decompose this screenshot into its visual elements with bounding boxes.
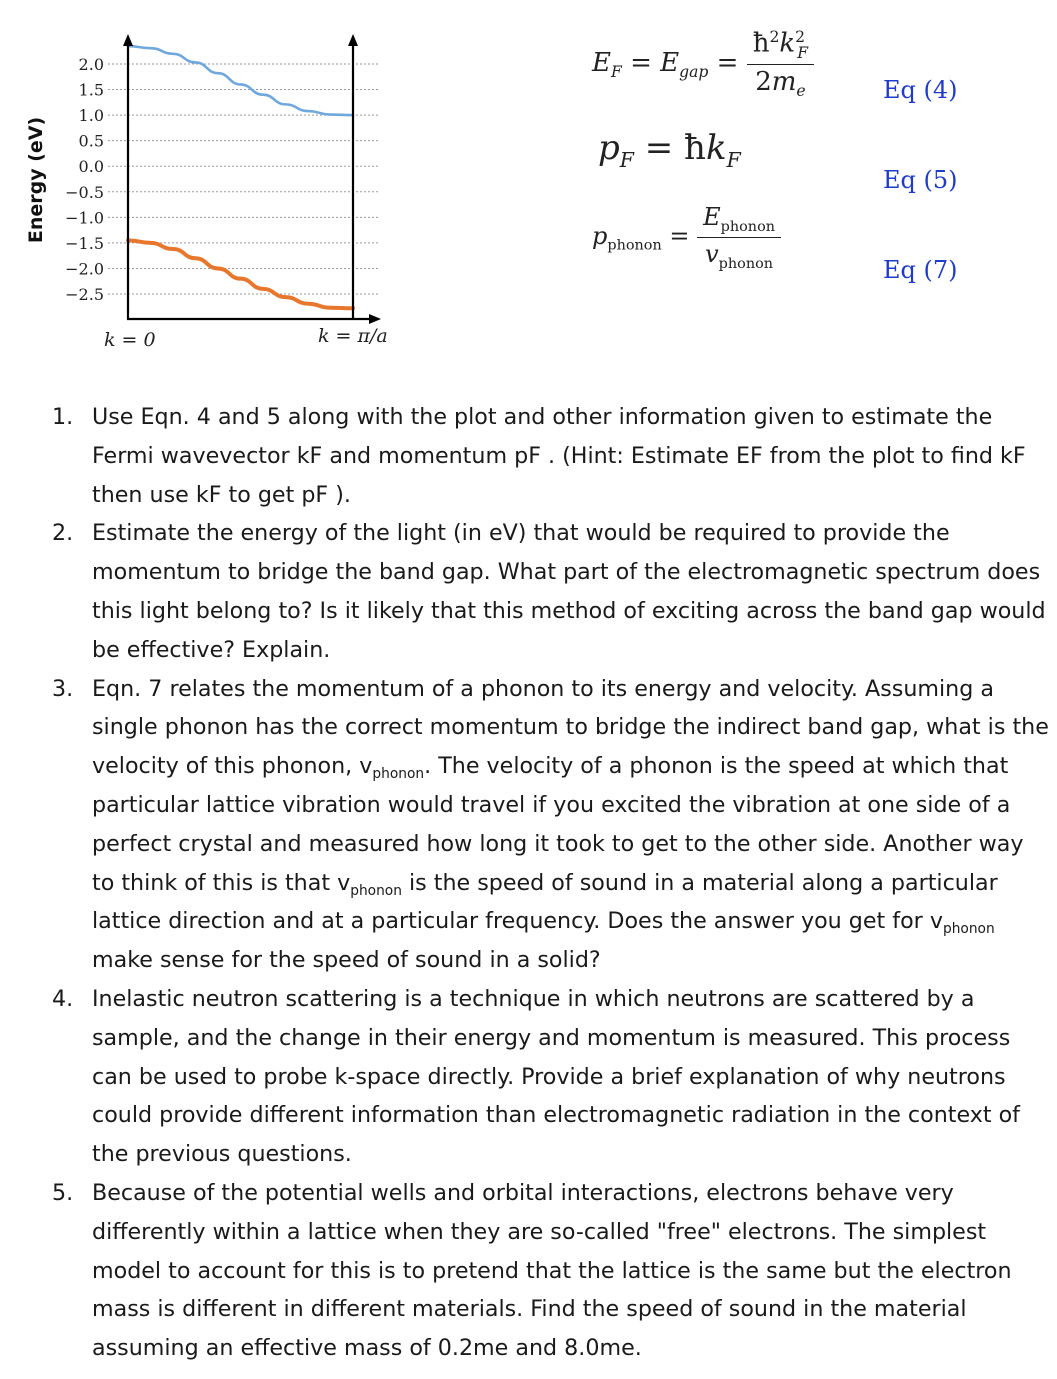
question-1 [52,398,1052,514]
question-number: 4. [52,985,74,1012]
question-4 [52,980,1052,1174]
y-tick-labels [65,55,104,304]
question-5 [52,1174,1052,1368]
question-list [52,398,1052,1368]
question-text: Inelastic neutron scattering is a technique in which neutrons are scattered by a sample, and the change in their energy and momentum is measured. This process can be used to probe k-space directly. Provide a brief explanation of why neutrons could provide different information than electromagnetic radiation in the context of the previous questions. [92,985,1020,1168]
left-axis-arrow [123,34,133,46]
band-curves [128,46,353,308]
k-axis-arrow [369,314,381,324]
question-text: Because of the potential wells and orbital interactions, electrons behave very differently within a lattice when they are so-called "free" electrons. The simplest model to account for this is to pretend that the lattice is the same but the electron mass is different in different materials. Find the speed of sound in the material assuming an effective mass of 0.2me and 8.0me. [92,1179,1012,1362]
conduction-band-line [128,46,353,115]
question-3 [52,670,1052,980]
y-tick-label: 0.5 [78,131,104,151]
equation-4: $E_F = E_{gap}$ = $\frac{ħ^2k^2_F}{2m_e}$ [592,28,814,100]
right-axis-arrow [348,34,358,46]
subscript-phonon: phonon [350,882,402,899]
y-tick-label: 0.0 [78,157,104,177]
y-tick-label: 2.0 [78,55,104,74]
question-text: Use Eqn. 4 and 5 along with the plot and other information given to estimate the Fermi wavevector kF and momentum pF . (Hint: Estimate EF from the plot to find kF then use kF to get pF ). [92,404,1026,508]
eq4-label: Eq (4) [883,76,958,104]
y-tick-label: −2.0 [65,259,104,279]
question-number: 3. [52,675,74,702]
y-tick-label: −2.5 [65,285,104,304]
question-text-part: Eqn. 7 relates the momentum of a phonon to its energy and velocity. Assuming a single phonon has the correct momentum to bridge the indirect band gap, what is the velocity of this phonon, v [92,675,1049,780]
question-text-part: . The velocity of a phonon is the speed at which that particular lattice vibration would travel if you excited the vibration at one side of a perfect crystal and measured how long it took to get to the other side. Another way to think of this is that v [92,753,1024,896]
question-text-part: is the speed of sound in a material along a particular lattice direction and at a particular frequency. Does the answer you get for v [92,869,998,935]
y-tick-label: 1.5 [78,80,104,100]
equation-7: $p_{phonon}$ = $\frac{E_{phonon}}{v_{phonon}}$ [592,203,781,272]
eq7-label: Eq (7) [883,256,958,284]
y-tick-label: −1.0 [65,208,104,228]
x-tick-label-k0: k = 0 [104,329,156,351]
question-number: 1. [52,404,74,430]
y-tick-label: 1.0 [78,106,104,126]
y-tick-label: −0.5 [65,182,104,202]
subscript-phonon: phonon [942,921,995,938]
subscript-phonon: phonon [372,765,425,782]
eq5-label: Eq (5) [883,166,958,194]
y-axis-label: Energy (eV) [25,116,47,244]
band-structure-chart [0,0,420,365]
question-number: 5. [52,1179,74,1206]
valence-band-line [128,240,353,308]
equation-5: $p_F$ = $ħk_F$ [598,128,741,172]
question-text-part: make sense for the speed of sound in a solid? [92,947,601,974]
grid-lines [108,64,380,294]
question-text: Estimate the energy of the light (in eV) that would be required to provide the momentum to bridge the band gap. What part of the electromagnetic spectrum does this light belong to? Is it likely that this method of exciting across the band gap would be effective? Explain. [92,520,1046,663]
question-number: 2. [52,520,74,547]
question-2 [52,514,1052,669]
x-tick-label-kpi: k = π/a [318,325,388,347]
y-tick-label: −1.5 [65,233,104,253]
